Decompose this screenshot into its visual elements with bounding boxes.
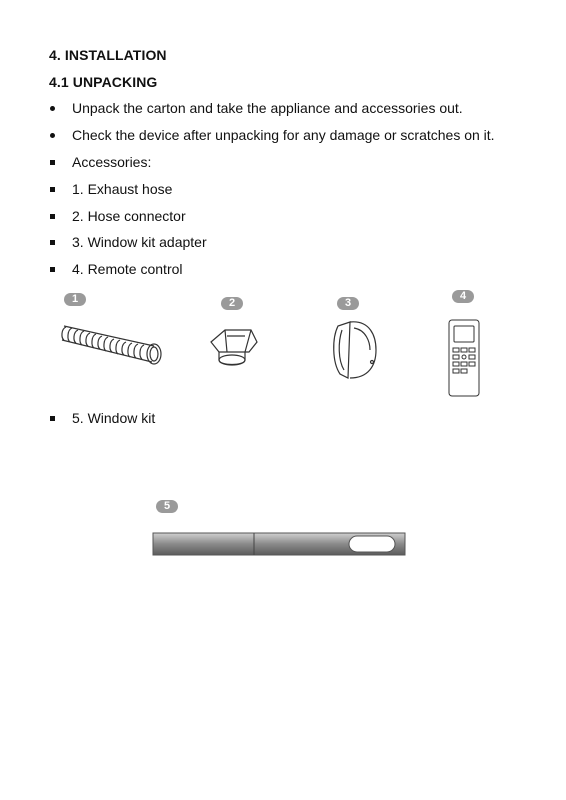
figure-badge-1: 1 <box>64 293 86 306</box>
window-kit-illustration <box>152 532 408 558</box>
remote-control-illustration <box>446 318 482 398</box>
window-kit-adapter-illustration <box>328 316 380 382</box>
section-subtitle: 4.1 UNPACKING <box>49 74 158 90</box>
figure-badge-4: 4 <box>452 290 474 303</box>
section-title: 4. INSTALLATION <box>49 47 167 63</box>
hose-connector-illustration <box>205 322 261 370</box>
exhaust-hose-illustration <box>58 318 168 370</box>
figure-badge-3: 3 <box>337 297 359 310</box>
figure-badge-2: 2 <box>221 297 243 310</box>
figure-badge-5: 5 <box>156 500 178 513</box>
